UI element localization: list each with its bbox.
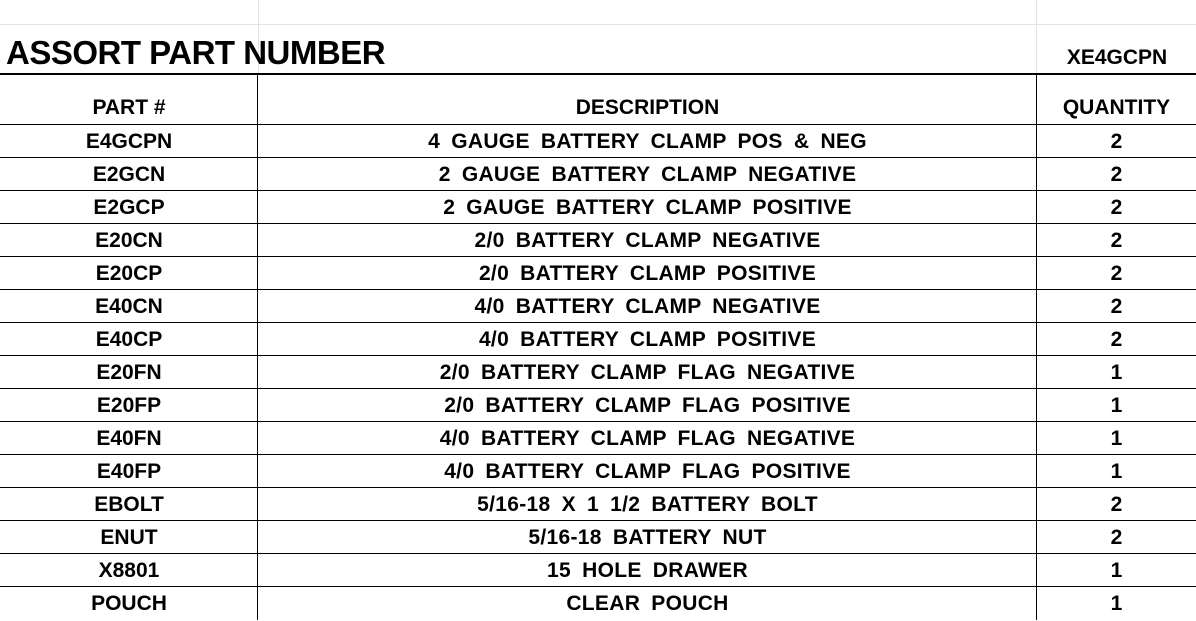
table-row <box>0 389 1196 422</box>
quantity-cell: 1 <box>1110 559 1123 582</box>
table-row <box>0 191 1196 224</box>
table-row <box>0 257 1196 290</box>
gridline <box>1036 0 1037 74</box>
quantity-cell: 2 <box>1110 196 1123 219</box>
table-row <box>0 521 1196 554</box>
part-number-cell: E4GCPN <box>85 130 173 153</box>
part-number-cell: E40FN <box>96 427 162 450</box>
description-cell: 4/0 BATTERY CLAMP FLAG NEGATIVE <box>439 427 856 450</box>
table-row <box>0 323 1196 356</box>
quantity-cell: 2 <box>1110 328 1123 351</box>
sheet-title: ASSORT PART NUMBER <box>6 34 386 71</box>
description-cell: 2/0 BATTERY CLAMP POSITIVE <box>478 262 817 285</box>
description-cell: 5/16-18 X 1 1/2 BATTERY BOLT <box>477 493 818 516</box>
column-header-quantity: QUANTITY <box>1062 96 1171 119</box>
quantity-cell: 2 <box>1110 262 1123 285</box>
quantity-cell: 2 <box>1110 229 1123 252</box>
table-row <box>0 554 1196 587</box>
gridline <box>0 24 1196 25</box>
part-number-cell: E20CN <box>95 229 163 252</box>
part-number-cell: E2GCP <box>93 196 165 219</box>
column-header-description: DESCRIPTION <box>575 96 720 119</box>
quantity-cell: 2 <box>1110 163 1123 186</box>
part-number-cell: E2GCN <box>92 163 166 186</box>
quantity-cell: 1 <box>1110 592 1123 615</box>
description-cell: 2/0 BATTERY CLAMP NEGATIVE <box>474 229 821 252</box>
quantity-cell: 1 <box>1110 394 1123 417</box>
title-underline <box>0 73 1196 75</box>
quantity-cell: 1 <box>1110 361 1123 384</box>
table-row <box>0 290 1196 323</box>
description-cell: 5/16-18 BATTERY NUT <box>528 526 767 549</box>
quantity-cell: 2 <box>1110 130 1123 153</box>
table-row <box>0 224 1196 257</box>
description-cell: 15 HOLE DRAWER <box>547 559 748 582</box>
part-number-cell: X8801 <box>98 559 160 582</box>
table-row <box>0 356 1196 389</box>
description-cell: 2/0 BATTERY CLAMP FLAG POSITIVE <box>444 394 851 417</box>
description-cell: 2 GAUGE BATTERY CLAMP POSITIVE <box>443 196 852 219</box>
part-number-cell: POUCH <box>91 592 167 615</box>
parts-table <box>0 125 1196 620</box>
part-number-cell: ENUT <box>100 526 158 549</box>
part-number-cell: E20FN <box>96 361 162 384</box>
assortment-code: XE4GCPN <box>1066 46 1168 69</box>
description-cell: CLEAR POUCH <box>566 592 729 615</box>
table-row <box>0 488 1196 521</box>
part-number-cell: E40FP <box>96 460 162 483</box>
quantity-cell: 1 <box>1110 427 1123 450</box>
description-cell: 4 GAUGE BATTERY CLAMP POS & NEG <box>428 130 867 153</box>
description-cell: 4/0 BATTERY CLAMP FLAG POSITIVE <box>444 460 851 483</box>
part-number-cell: E40CP <box>95 328 163 351</box>
part-number-cell: E20CP <box>95 262 163 285</box>
quantity-cell: 2 <box>1110 526 1123 549</box>
quantity-cell: 1 <box>1110 460 1123 483</box>
table-row <box>0 158 1196 191</box>
table-row <box>0 587 1196 620</box>
quantity-cell: 2 <box>1110 493 1123 516</box>
description-cell: 2 GAUGE BATTERY CLAMP NEGATIVE <box>438 163 857 186</box>
description-cell: 4/0 BATTERY CLAMP POSITIVE <box>478 328 817 351</box>
quantity-cell: 2 <box>1110 295 1123 318</box>
table-row <box>0 125 1196 158</box>
table-row <box>0 455 1196 488</box>
part-number-cell: EBOLT <box>94 493 164 516</box>
description-cell: 4/0 BATTERY CLAMP NEGATIVE <box>474 295 821 318</box>
part-number-cell: E20FP <box>96 394 162 417</box>
column-header-part: PART # <box>92 96 166 119</box>
table-row <box>0 422 1196 455</box>
description-cell: 2/0 BATTERY CLAMP FLAG NEGATIVE <box>439 361 856 384</box>
part-number-cell: E40CN <box>95 295 163 318</box>
